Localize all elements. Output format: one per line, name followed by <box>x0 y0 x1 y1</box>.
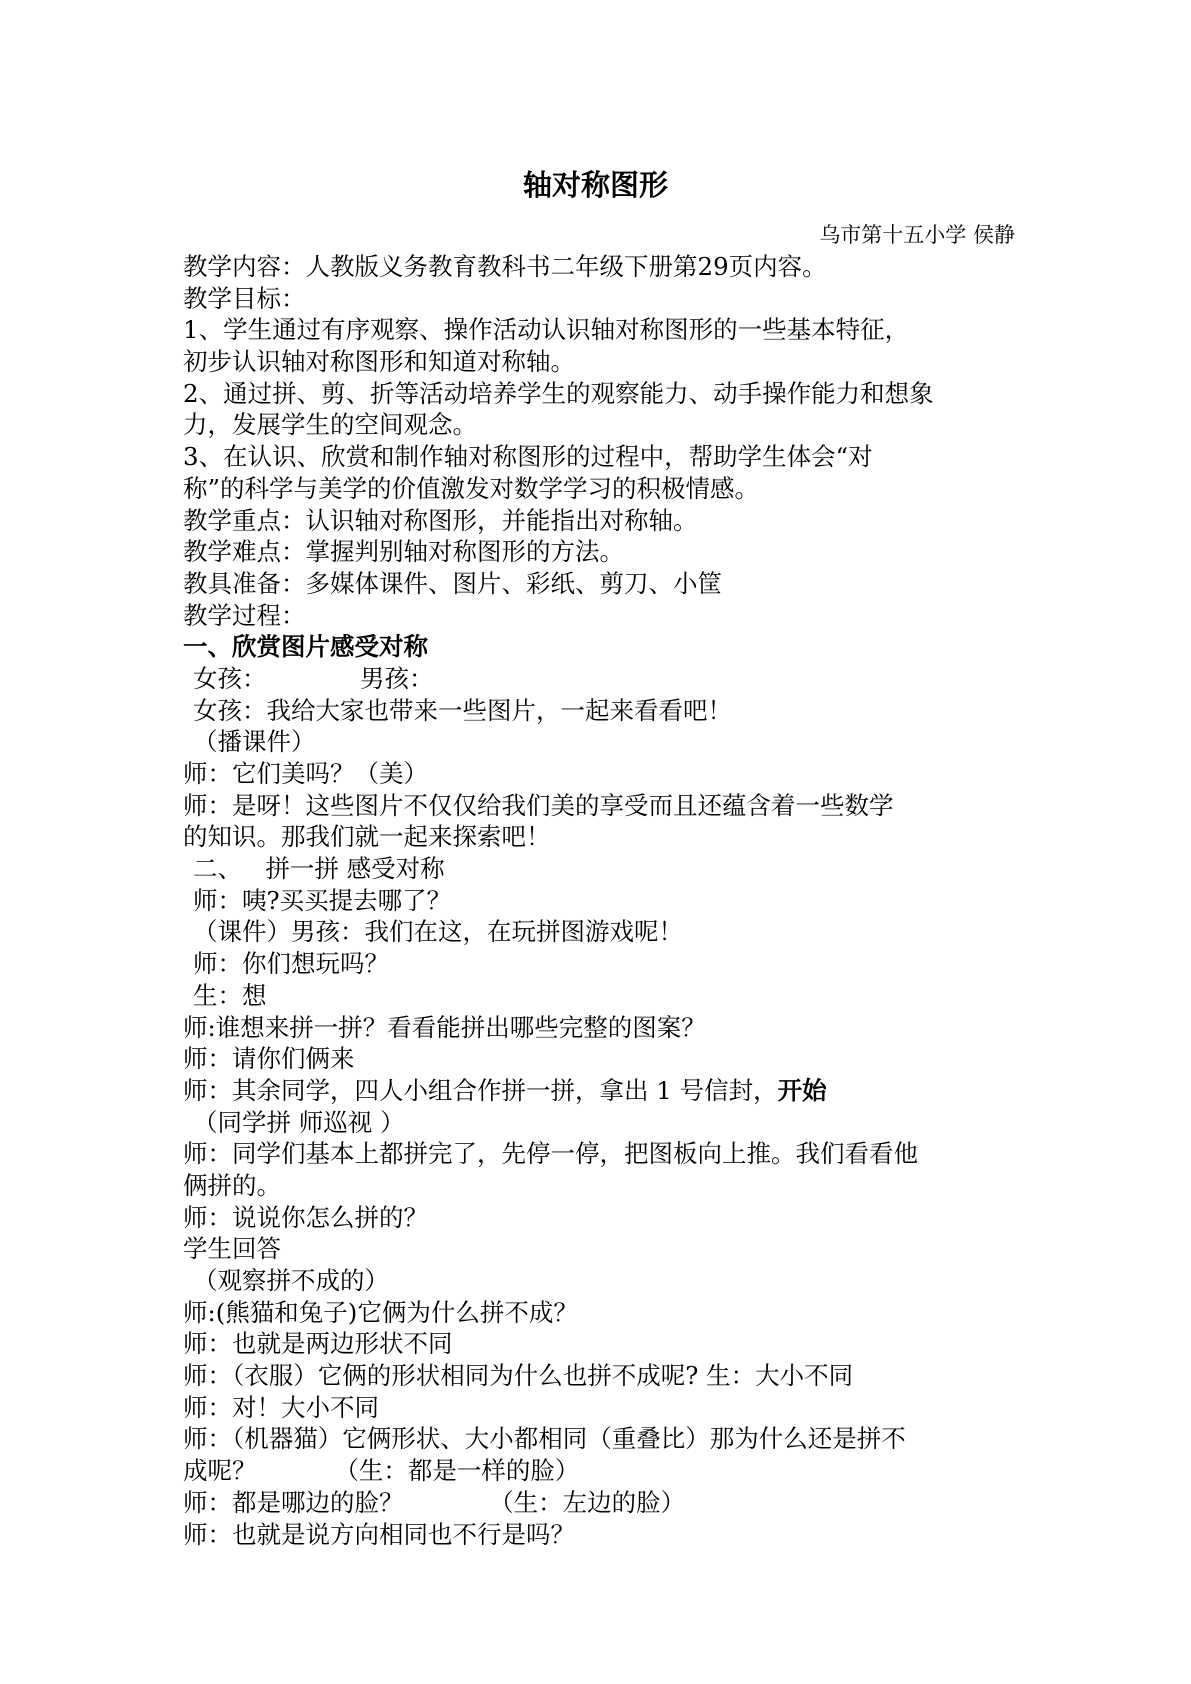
paragraph-line: 学生回答 <box>183 1234 281 1264</box>
line-text: 师：其余同学，四人小组合作拼一拼，拿出 1 号信封， <box>183 1075 778 1105</box>
paragraph-line: 俩拼的。 <box>183 1170 281 1200</box>
document-body <box>183 251 1019 1550</box>
document-title: 轴对称图形 <box>522 168 668 202</box>
paragraph-line: 成呢？ （生：都是一样的脸） <box>183 1456 580 1486</box>
paragraph-line: 师：说说你怎么拼的？ <box>183 1202 428 1232</box>
paragraph-line: 师：（衣服）它俩的形状相同为什么也拼不成呢? 生：大小不同 <box>183 1361 854 1391</box>
bold-word: 开始 <box>777 1075 827 1105</box>
paragraph-line: 师：同学们基本上都拼完了，先停一停，把图板向上推。我们看看他 <box>183 1139 918 1169</box>
section-heading-2: 二、 拼一拼 感受对称 <box>193 854 445 884</box>
paragraph-line: 教学重点：认识轴对称图形，并能指出对称轴。 <box>183 505 698 535</box>
paragraph-line: 教学内容：人教版义务教育教科书二年级下册第29页内容。 <box>183 252 827 281</box>
paragraph-line: 教学目标： <box>183 283 306 313</box>
paragraph-line: 女孩：我给大家也带来一些图片，一起来看看吧！ <box>193 695 732 725</box>
paragraph-line: 师：对！大小不同 <box>183 1392 379 1422</box>
paragraph-line: 师：都是哪边的脸？ （生：左边的脸） <box>183 1487 686 1517</box>
paragraph-line: 3、在认识、欣赏和制作轴对称图形的过程中，帮助学生体会“对 <box>183 442 873 472</box>
paragraph-line: 师：请你们俩来 <box>183 1044 355 1074</box>
section-heading: 一、欣赏图片感受对称 <box>183 632 428 662</box>
paragraph-line: 师：（机器猫）它俩形状、大小都相同（重叠比）那为什么还是拼不 <box>183 1424 906 1454</box>
paragraph-line: 师：它们美吗？（美） <box>183 759 428 788</box>
paragraph-line: 初步认识轴对称图形和知道对称轴。 <box>183 347 575 377</box>
paragraph-line: 师：是呀！这些图片不仅仅给我们美的享受而且还蕴含着一些数学 <box>183 790 894 820</box>
paragraph-line: 师:谁想来拼一拼？看看能拼出哪些完整的图案？ <box>183 1012 706 1042</box>
paragraph-line: 教具准备：多媒体课件、图片、彩纸、剪刀、小筐 <box>183 568 722 598</box>
paragraph-line: （观察拼不成的） <box>193 1266 389 1295</box>
paragraph-line: （课件）男孩：我们在这，在玩拼图游戏呢！ <box>193 917 683 947</box>
paragraph-line: 师：你们想玩吗？ <box>193 949 389 979</box>
paragraph-line: 教学过程： <box>183 600 306 630</box>
paragraph-line: 师：也就是两边形状不同 <box>183 1329 453 1359</box>
paragraph-line: 女孩： 男孩： <box>193 663 434 693</box>
paragraph-line: （播课件） <box>193 727 316 757</box>
paragraph-line: 2、通过拼、剪、折等活动培养学生的观察能力、动手操作能力和想象 <box>183 378 934 408</box>
paragraph-line: 教学难点：掌握判别轴对称图形的方法。 <box>183 537 624 567</box>
paragraph-line: 生：想 <box>193 980 267 1010</box>
paragraph-line: 师：咦?买买提去哪了？ <box>193 885 452 915</box>
paragraph-line: 称”的科学与美学的价值激发对数学学习的积极情感。 <box>183 473 760 503</box>
paragraph-line: 力，发展学生的空间观念。 <box>183 410 477 440</box>
document-author: 乌市第十五小学 侯静 <box>819 223 1015 247</box>
paragraph-line-with-bold <box>183 1075 1019 1107</box>
paragraph-line: 1、学生通过有序观察、操作活动认识轴对称图形的一些基本特征， <box>183 315 910 345</box>
paragraph-line: 的知识。那我们就一起来探索吧！ <box>183 822 551 852</box>
paragraph-line: 师:(熊猫和兔子)它俩为什么拼不成？ <box>183 1297 578 1327</box>
paragraph-line: 师：也就是说方向相同也不行是吗？ <box>183 1519 575 1549</box>
paragraph-line: （同学拼 师巡视 ） <box>193 1107 405 1137</box>
